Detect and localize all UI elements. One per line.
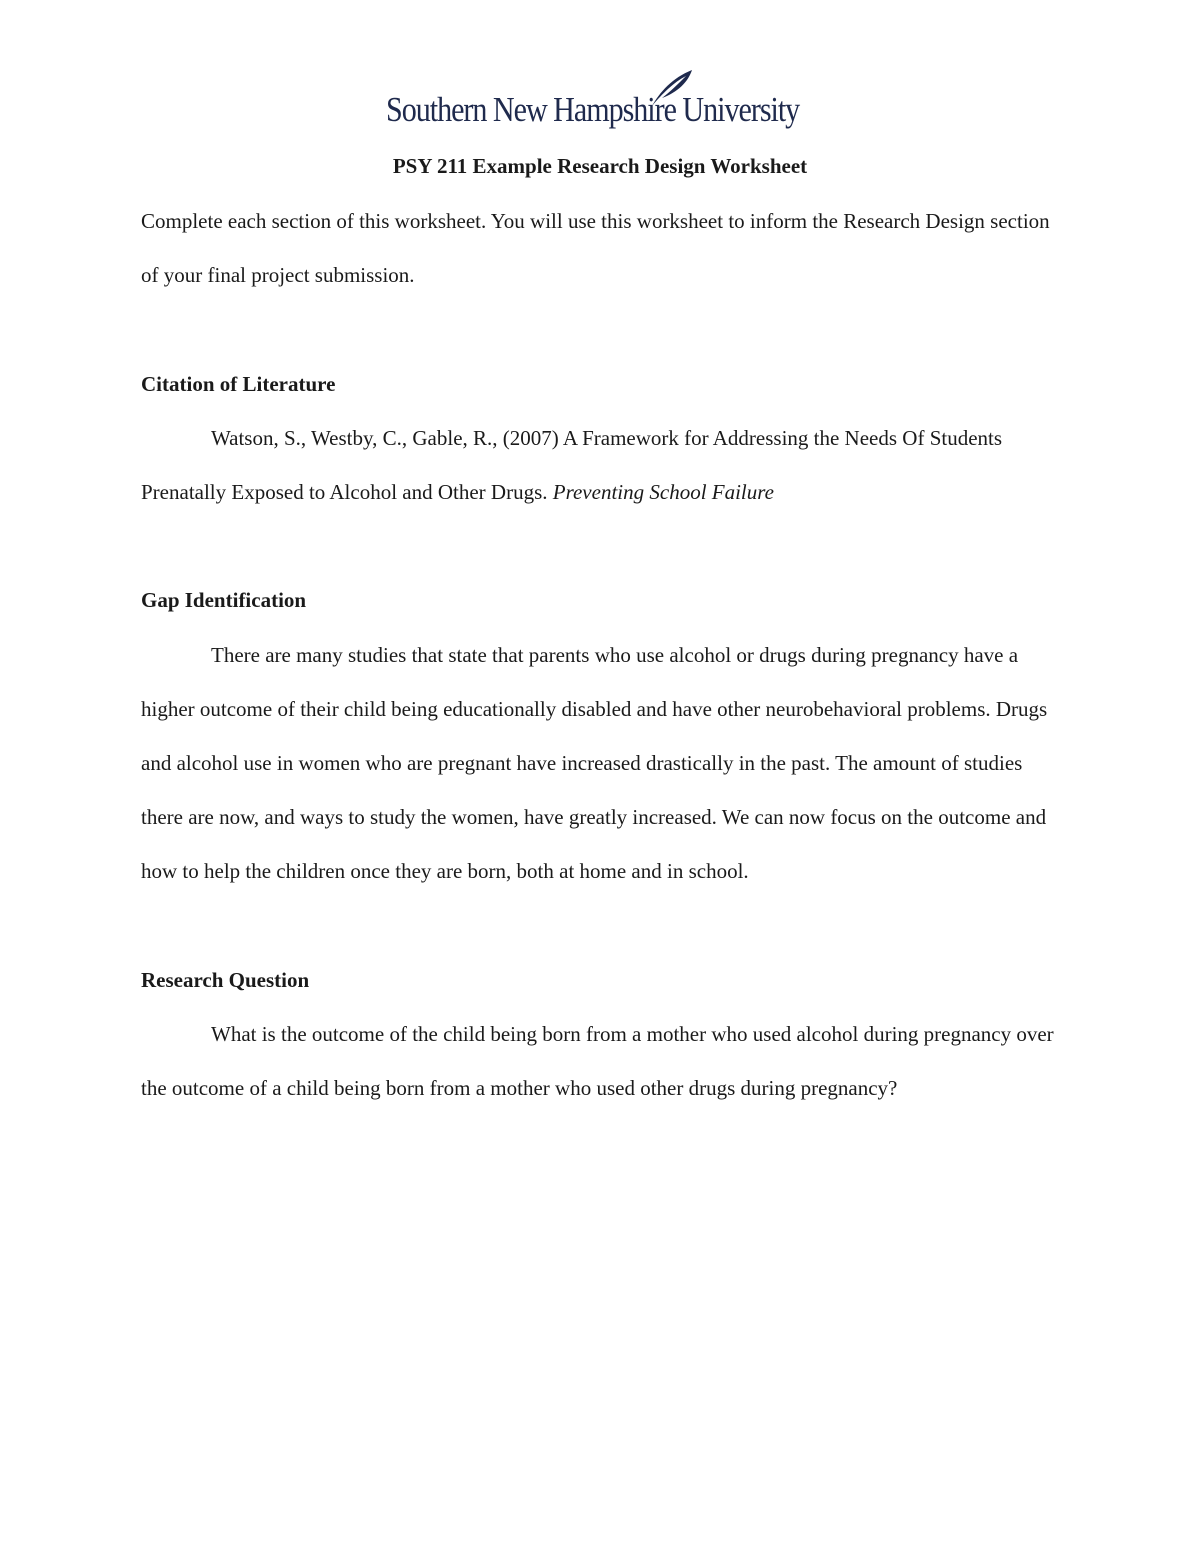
university-logo [386,68,816,138]
gap-paragraph: There are many studies that state that parents who use alcohol or drugs during pregnancy have a higher outcome of their child being educationally disabled and have other neurobehavioral problems. Drugs and alcohol use in women who are pregnant have increased drastically in the past. The amount of studies there are now, and ways to study the women, have greatly increased. We can now focus on the outcome and how to help the children once they are born, both at home and in school. [141,642,1048,884]
section-spacer [141,899,1061,953]
section-heading-citation: Citation of Literature [141,371,336,396]
feather-icon [648,68,696,108]
citation-journal: Preventing School Failure [552,480,774,504]
page-title: PSY 211 Example Research Design Worksheet [392,154,808,178]
section-spacer [141,302,1061,356]
section-heading-research-question: Research Question [141,967,310,992]
intro-paragraph: Complete each section of this worksheet. You will use this worksheet to inform the Research Design section of your final project submission. [141,209,1050,288]
logo-text: Southern New Hampshire University [386,90,800,129]
section-heading-gap: Gap Identification [141,588,307,613]
citation-text: Watson, S., Westby, C., Gable, R., (2007) A Framework for Addressing the Needs Of Students Prenatally Exposed to Alcohol and Other Drugs. [141,425,1003,504]
research-question-paragraph: What is the outcome of the child being born from a mother who used alcohol during pregnancy over the outcome of a child being born from a mother who used other drugs during pregnancy? [141,1022,1054,1101]
citation-paragraph [141,411,1061,519]
section-spacer [141,519,1061,573]
document-body [141,194,1061,1115]
